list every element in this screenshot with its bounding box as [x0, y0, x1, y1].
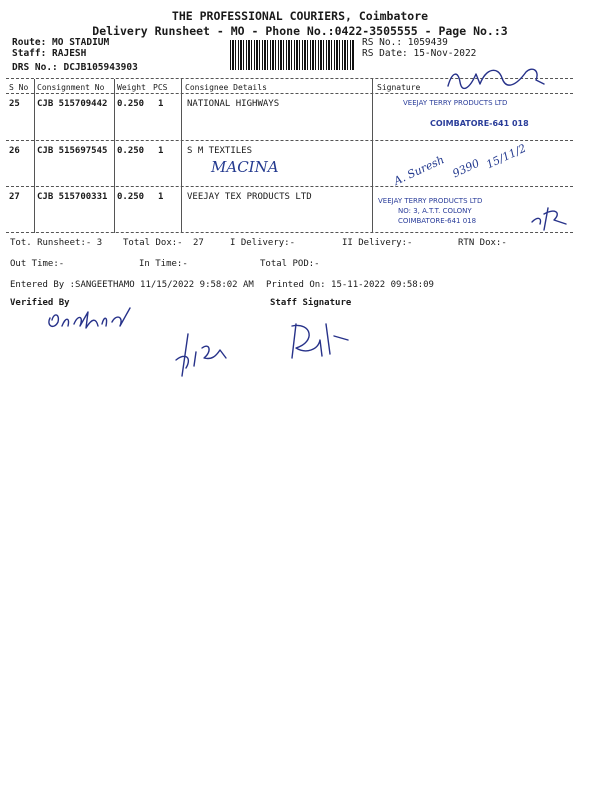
row-rule — [6, 186, 573, 187]
row-consignee: S M TEXTILES — [187, 146, 253, 156]
row-rule — [6, 140, 573, 141]
row-consignment: CJB 515697545 — [37, 146, 108, 156]
total-dox-value: 27 — [193, 238, 204, 248]
route: Route: MO STADIUM — [12, 37, 110, 48]
barcode — [230, 40, 355, 70]
row-pcs: 1 — [158, 99, 164, 109]
row-consignee: NATIONAL HIGHWAYS — [187, 99, 280, 109]
verified-by-label: Verified By — [10, 298, 70, 308]
rtn-dox: RTN Dox:- — [458, 238, 507, 248]
handwritten-date-1: 9390 — [450, 156, 482, 181]
col-consignee: Consignee Details — [185, 83, 267, 92]
entered-by: Entered By :SANGEETHAMO 11/15/2022 9:58:02 AM — [10, 280, 254, 290]
row-pcs: 1 — [158, 192, 164, 202]
drs-number: DRS No.: DCJB105943903 — [12, 62, 138, 73]
ii-delivery: II Delivery:- — [342, 238, 413, 248]
verified-signature — [44, 304, 134, 332]
stamp-row25 — [403, 99, 507, 107]
row-sno: 25 — [9, 99, 20, 109]
col-consignment: Consignment No — [37, 83, 105, 92]
staff: Staff: RAJESH — [12, 48, 87, 59]
table-divider — [34, 79, 35, 233]
stamp-row25-city: COIMBATORE-641 018 — [430, 119, 529, 128]
stamp-row27 — [378, 196, 482, 226]
row-sno: 26 — [9, 146, 20, 156]
row-weight: 0.250 — [117, 99, 145, 109]
stamp-line: NO: 3, A.T.T. COLONY — [398, 207, 472, 215]
runsheet-title: Delivery Runsheet - MO - Phone No.:0422-3505555 - Page No.:3 — [92, 24, 508, 38]
i-delivery: I Delivery:- — [230, 238, 296, 248]
stamp-line: VEEJAY TERRY PRODUCTS LTD — [403, 99, 508, 107]
table-divider — [114, 79, 115, 233]
row-pcs: 1 — [158, 146, 164, 156]
row-weight: 0.250 — [117, 146, 145, 156]
row-consignment: CJB 515709442 — [37, 99, 108, 109]
handwritten-note: MACINA — [211, 158, 279, 176]
row-sno: 27 — [9, 192, 20, 202]
company-title: THE PROFESSIONAL COURIERS, Coimbatore — [171, 9, 429, 23]
total-dox-label: Total Dox:- — [123, 238, 183, 248]
total-runsheet: Tot. Runsheet:- 3 — [10, 238, 103, 248]
stamp-line: VEEJAY TERRY PRODUCTS LTD — [378, 197, 483, 205]
staff-signature-label: Staff Signature — [270, 298, 352, 308]
rs-number: RS No.: 1059439 — [362, 37, 448, 48]
table-divider — [372, 79, 373, 233]
col-signature: Signature — [377, 83, 421, 92]
in-time: In Time:- — [139, 259, 188, 269]
handwritten-mark: A. Suresh — [391, 153, 447, 188]
rs-date: RS Date: 15-Nov-2022 — [362, 48, 477, 59]
row-consignee: VEEJAY TEX PRODUCTS LTD — [187, 192, 312, 202]
out-time: Out Time:- — [10, 259, 65, 269]
col-pcs: PCS — [153, 83, 168, 92]
handwritten-date-2: 15/11/2 — [484, 141, 529, 172]
printed-on: Printed On: 15-11-2022 09:58:09 — [266, 280, 434, 290]
stamp-line: COIMBATORE-641 018 — [398, 217, 477, 225]
verified-signature-2 — [168, 330, 233, 382]
table-bottom-rule — [6, 232, 573, 233]
row-consignment: CJB 515700331 — [37, 192, 108, 202]
row-weight: 0.250 — [117, 192, 145, 202]
total-pod: Total POD:- — [260, 259, 320, 269]
signature-row27 — [528, 202, 573, 234]
col-weight: Weight — [117, 83, 146, 92]
col-sno: S No — [9, 83, 29, 92]
table-divider — [181, 79, 182, 233]
staff-signature — [282, 318, 352, 364]
signature-row25 — [440, 62, 550, 96]
